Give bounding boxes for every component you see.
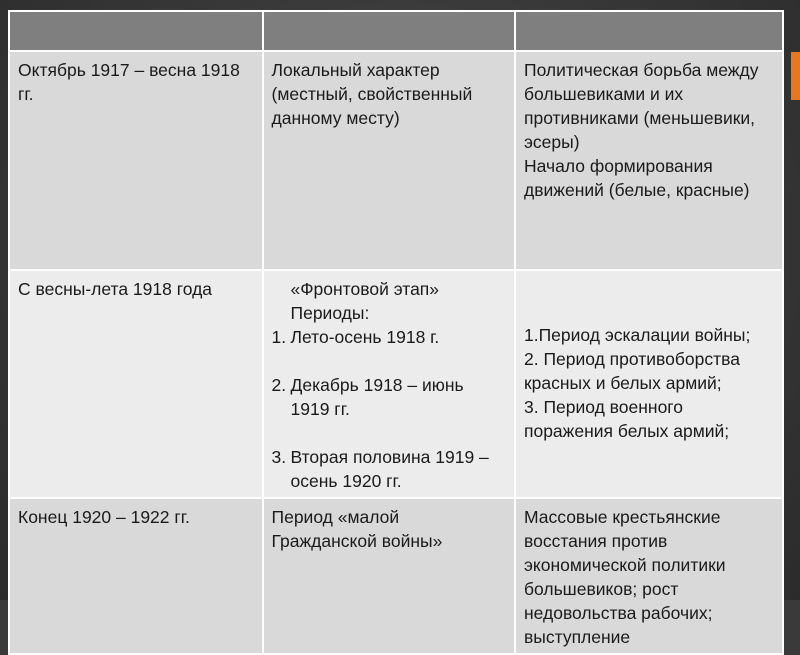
list-item-text: Вторая половина 1919 – осень 1920 гг.	[290, 447, 489, 491]
period-text: С весны-лета 1918 года	[18, 279, 213, 299]
period-cell	[9, 270, 263, 498]
content-text: Массовые крестьянские восстания против экономической политики большевиков; рост недовольства рабочих; выступление	[523, 507, 726, 647]
content-cell	[515, 270, 783, 498]
content-text: Политическая борьба между большевиками и их противниками (меньшевики, эсеры) Начало формирования движений (белые, красные)	[523, 60, 759, 200]
period-cell	[9, 498, 263, 654]
character-title: «Фронтовой этап»	[290, 279, 440, 299]
content-cell	[515, 498, 783, 654]
period-text: Конец 1920 – 1922 гг.	[18, 507, 190, 527]
list-item-number: 1.	[271, 327, 287, 347]
header-cell-3	[515, 11, 783, 51]
accent-bar	[791, 52, 800, 100]
list-item-number: 2.	[271, 375, 287, 395]
period-cell	[9, 51, 263, 270]
content-text: 1.Период эскалации войны; 2. Период противоборства красных и белых армий; 3. Период военного поражения белых армий;	[523, 325, 751, 441]
list-item	[271, 373, 506, 421]
content-cell	[515, 51, 783, 270]
period-list	[271, 325, 506, 493]
character-text: Локальный характер (местный, свойственный данному месту)	[271, 60, 473, 128]
list-item	[271, 325, 506, 349]
list-item	[271, 445, 506, 493]
period-text: Октябрь 1917 – весна 1918 гг.	[18, 60, 240, 104]
table-row	[9, 498, 783, 654]
header-cell-1	[9, 11, 263, 51]
table-row	[9, 51, 783, 270]
civil-war-stages-table	[8, 10, 784, 655]
list-item-text: Декабрь 1918 – июнь 1919 гг.	[290, 375, 464, 419]
table-header-row	[9, 11, 783, 51]
character-cell	[263, 498, 515, 654]
character-cell	[263, 270, 515, 498]
table-row	[9, 270, 783, 498]
list-item-number: 3.	[271, 447, 287, 467]
character-text: Период «малой Гражданской войны»	[271, 507, 443, 551]
header-cell-2	[263, 11, 515, 51]
character-cell	[263, 51, 515, 270]
list-item-text: Лето-осень 1918 г.	[290, 327, 440, 347]
character-subtitle: Периоды:	[290, 303, 370, 323]
